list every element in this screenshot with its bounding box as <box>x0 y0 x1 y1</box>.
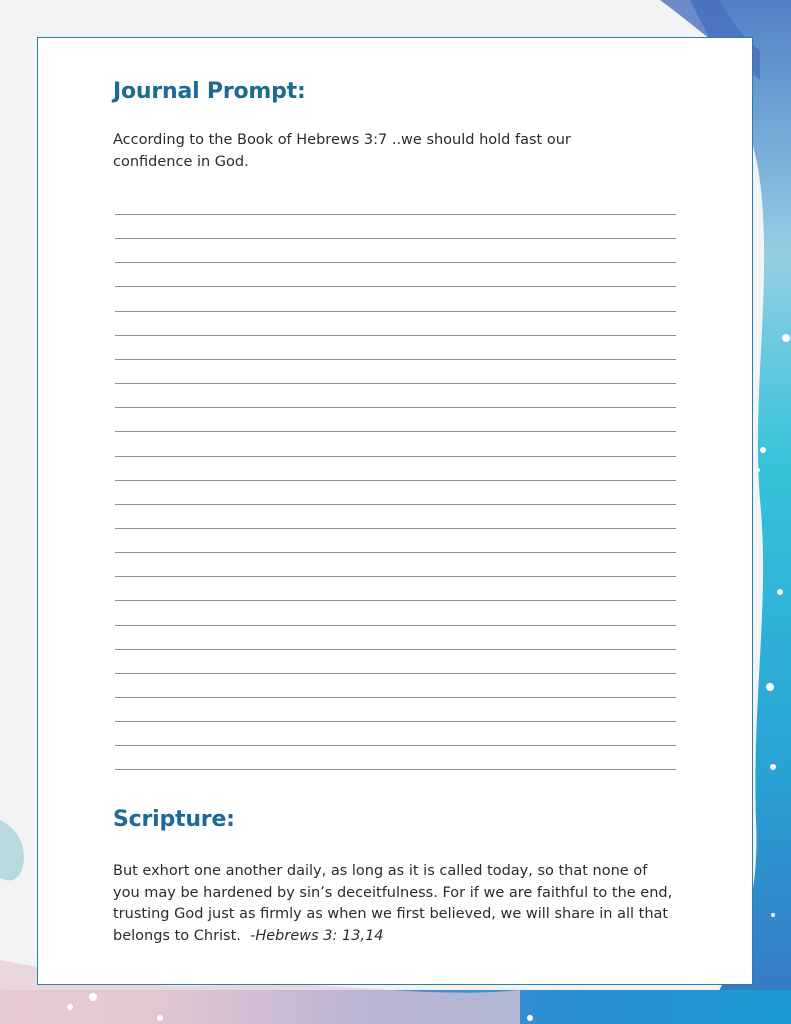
writing-line <box>115 238 676 239</box>
writing-line <box>115 214 676 215</box>
writing-line <box>115 383 676 384</box>
writing-line <box>115 552 676 553</box>
scripture-passage <box>113 861 673 947</box>
journal-prompt-heading: Journal Prompt: <box>113 79 306 104</box>
journal-page <box>37 37 753 985</box>
writing-line <box>115 431 676 432</box>
writing-line <box>115 407 676 408</box>
writing-line <box>115 480 676 481</box>
writing-line <box>115 456 676 457</box>
journal-prompt-text: According to the Book of Hebrews 3:7 ..we should hold fast our confidence in God. <box>113 132 571 170</box>
writing-line <box>115 697 676 698</box>
scripture-citation: -Hebrews 3: 13,14 <box>250 927 384 944</box>
writing-line <box>115 745 676 746</box>
writing-line <box>115 504 676 505</box>
writing-line <box>115 359 676 360</box>
writing-line <box>115 625 676 626</box>
writing-line <box>115 721 676 722</box>
writing-line <box>115 286 676 287</box>
writing-line <box>115 673 676 674</box>
writing-line <box>115 311 676 312</box>
writing-line <box>115 649 676 650</box>
scripture-heading: Scripture: <box>113 807 235 832</box>
writing-line <box>115 600 676 601</box>
writing-line <box>115 576 676 577</box>
writing-lines[interactable] <box>115 214 676 774</box>
writing-line <box>115 528 676 529</box>
writing-line <box>115 335 676 336</box>
scripture-text: But exhort one another daily, as long as it is called today, so that none of you may be hardened by sin’s deceitfulness. For if we are faithful to the end, trusting God just as firmly as when we first believed, we will share in all that belongs to Christ. <box>113 863 673 944</box>
writing-line <box>115 769 676 770</box>
writing-line <box>115 262 676 263</box>
